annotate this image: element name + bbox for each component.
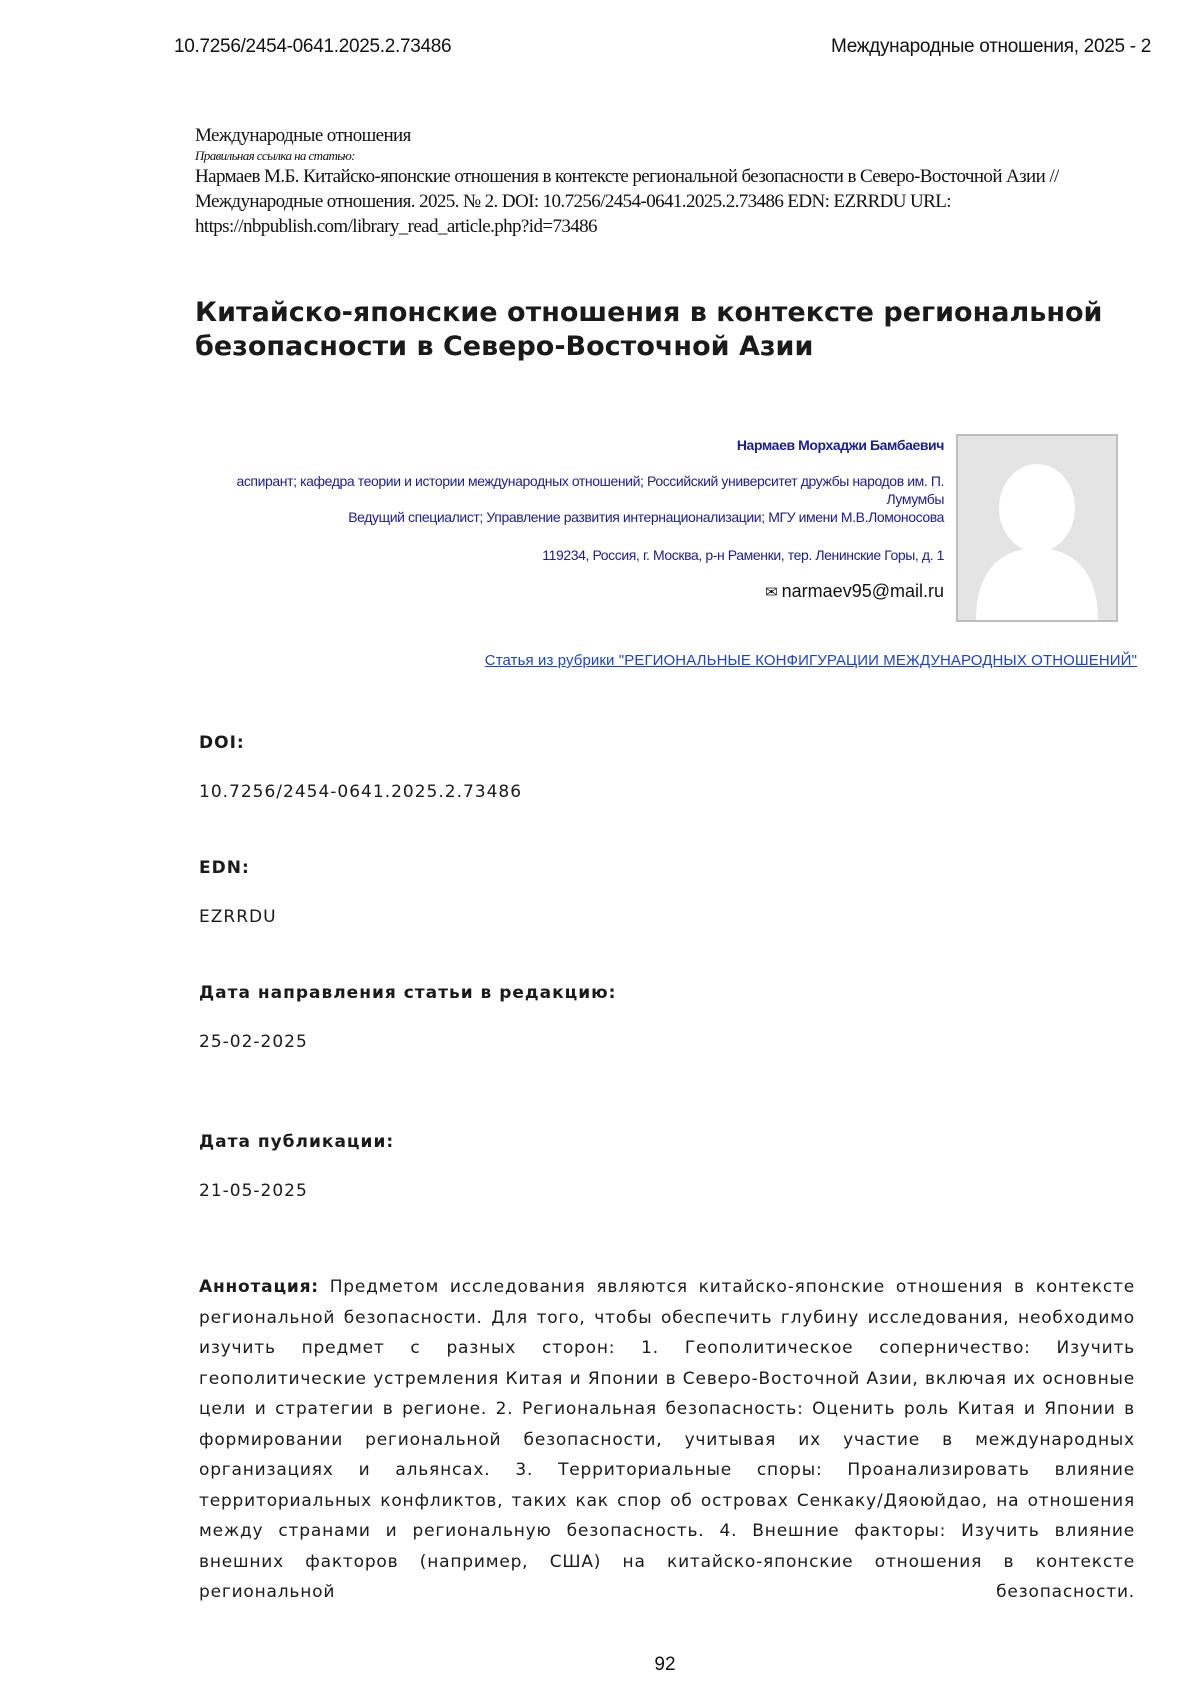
citation-label: Правильная ссылка на статью: [195,148,1095,164]
submitted-date-value: 25-02-2025 [199,1032,308,1052]
abstract-text: Предметом исследования являются китайско-японские отношения в контексте региональной безопасности. Для того, чтобы обеспечить глубину исследования, необходимо изучить предмет с разных сторон: 1. Геополитическое соперничество: Изучить геополитические устремления Китая и Японии в Северо-Восточной Азии, включая их основные цели и стратегии в регионе. 2. Региональная безопасность: Оценить роль Китая и Японии в формировании региональной безопасности, учитывая их участие в международных организациях и альянсах. 3. Территориальные споры: Проанализировать влияние территориальных конфликтов, таких как спор об островах Сенкаку/Дяоюйдао, на отношения между странами и региональную безопасность. 4. Внешние факторы: Изучить влияние внешних факторов (например, США) на китайско-японские отношения в контексте региональной безопасности. [199,1277,1135,1602]
rubric-link[interactable]: Статья из рубрики "РЕГИОНАЛЬНЫЕ КОНФИГУРАЦИИ МЕЖДУНАРОДНЫХ ОТНОШЕНИЙ" [485,652,1137,669]
submitted-date-label: Дата направления статьи в редакцию: [199,983,616,1003]
article-title: Китайско-японские отношения в контексте региональной безопасности в Северо-Восточной Азии [195,296,1155,364]
published-date-value: 21-05-2025 [199,1181,308,1201]
author-affiliation-1: аспирант; кафедра теории и истории международных отношений; Российский университет дружбы народов им. П. Лумумбы [230,472,944,508]
header-doi: 10.7256/2454-0641.2025.2.73486 [174,36,451,58]
page-number: 92 [0,1654,1200,1676]
published-date-label: Дата публикации: [199,1132,394,1152]
doi-label: DOI: [199,733,245,753]
abstract-label: Аннотация: [199,1277,319,1297]
author-address: 119234, Россия, г. Москва, р-н Раменки, тер. Ленинские Горы, д. 1 [230,546,944,564]
abstract [199,1272,1135,1608]
author-email[interactable]: narmaev95@mail.ru [782,581,944,601]
author-name: Нармаев Морхаджи Бамбаевич [230,436,944,454]
citation-text[interactable]: Нармаев М.Б. Китайско-японские отношения в контексте региональной безопасности в Северо-Восточной Азии // Международные отношения. 2025. № 2. DOI: 10.7256/2454-0641.2025.2.73486 EDN: EZRRDU URL: https://nbpublish.com/library_read_article.php?id=73486 [195,164,1095,239]
doi-value: 10.7256/2454-0641.2025.2.73486 [199,782,522,802]
edn-label: EDN: [199,858,250,878]
edn-value: EZRRDU [199,907,277,927]
citation-block [195,124,1095,239]
author-affiliation-2: Ведущий специалист; Управление развития интернационализации; МГУ имени М.В.Ломоносова [230,508,944,526]
avatar-silhouette-icon [958,436,1116,620]
author-info [230,436,944,604]
envelope-icon: ✉ [765,584,778,601]
author-photo-placeholder [956,434,1118,622]
citation-journal: Международные отношения [195,124,1095,148]
header-journal-issue: Международные отношения, 2025 - 2 [831,36,1151,58]
author-email-row[interactable] [230,580,944,604]
